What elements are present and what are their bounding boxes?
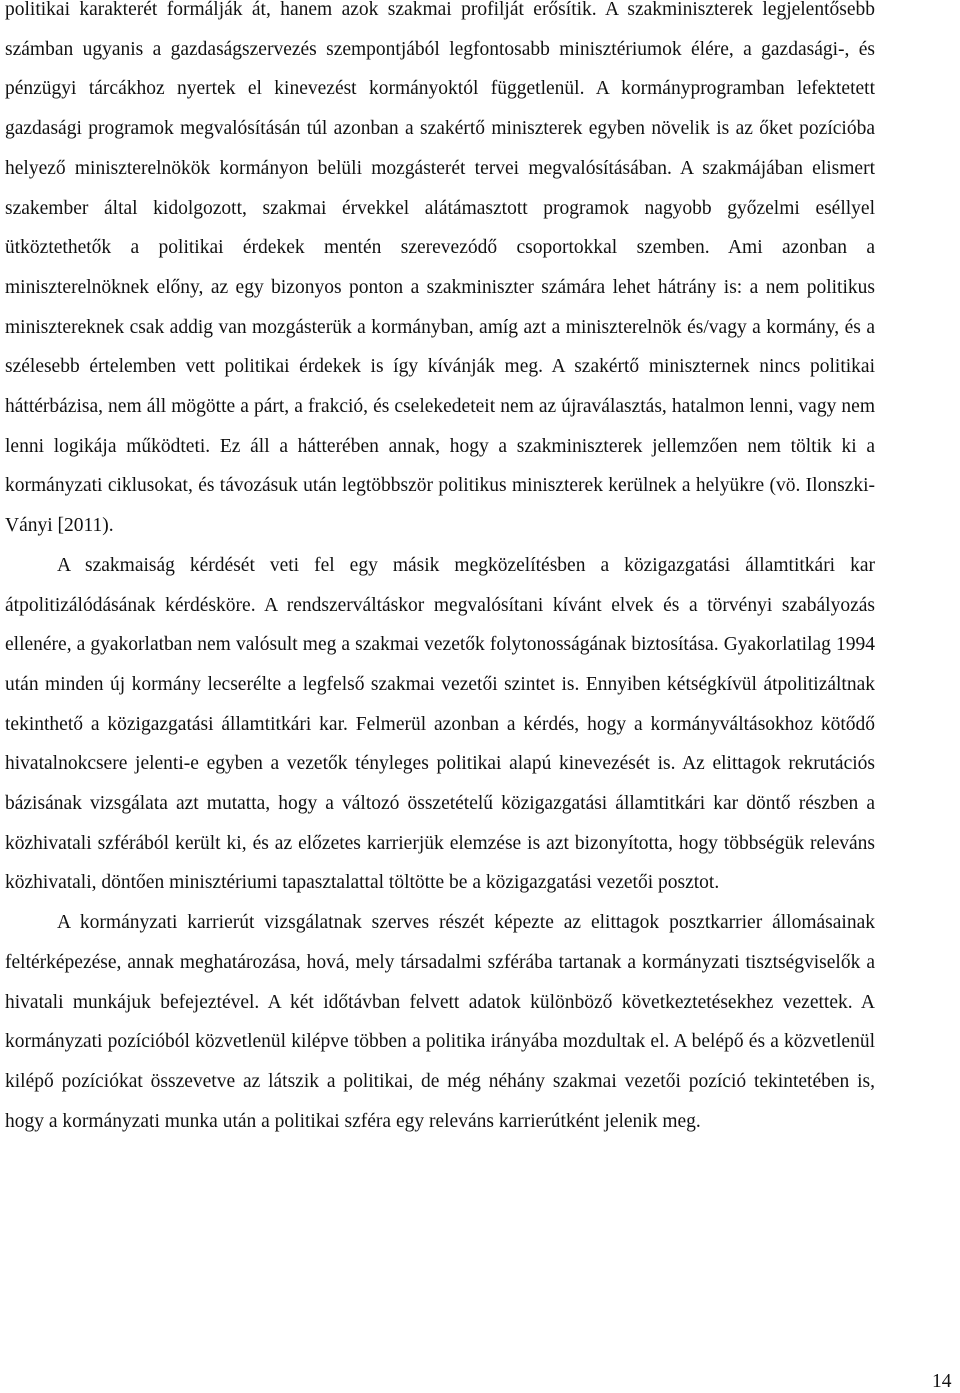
body-text xyxy=(5,0,875,1141)
page-number: 14 xyxy=(932,1371,952,1392)
paragraph-2: A szakmaiság kérdését veti fel egy másik megközelítésben a közigazgatási államtitkári kar átpolitizálódásának kérdésköre. A rendszerváltáskor megvalósítani kívánt elvek és a törvényi szabályozás ellenére, a gyakorlatban nem valósult meg a szakmai vezetők folytonosságának biztosítása. Gyakorlatilag 1994 után minden új kormány lecserélte a legfelső szakmai vezetői szintet is. Ennyiben kétségkívül átpolitizáltnak tekinthető a közigazgatási államtitkári kar. Felmerül azonban a kérdés, hogy a kormányváltásokhoz kötődő hivatalnokcsere jelenti-e egyben a vezetők tényleges politikai alapú kinevezését is. Az elittagok rekrutációs bázisának vizsgálata azt mutatta, hogy a változó összetételű közigazgatási államtitkári kar döntő részben a közhivatali szférából került ki, és az előzetes karrierjük elemzése is azt bizonyította, hogy többségük releváns közhivatali, döntően minisztériumi tapasztalattal töltötte be a közigazgatási vezetői posztot. xyxy=(5,554,875,894)
paragraph-1: politikai karakterét formálják át, hanem azok szakmai profilját erősítik. A szakminiszterek legjelentősebb számban ugyanis a gazdaságszervezés szempontjából legfontosabb minisztériumok élére, a gazdasági-, és pénzügyi tárcákhoz nyertek el kinevezést kormányoktól függetlenül. A kormányprogramban lefektetett gazdasági programok megvalósításán túl azonban a szakértő miniszterek egyben növelik is az őket pozícióba helyező miniszterelnökök kormányon belüli mozgásterét tervei megvalósításában. A szakmájában elismert szakember által kidolgozott, szakmai érvekkel alátámasztott programok nagyobb győzelmi eséllyel ütköztethetők a politikai érdekek mentén szerevezódő csoportokkal szemben. Ami azonban a miniszterelnöknek előny, az egy bizonyos ponton a szakminiszter számára lehet hátrány is: a nem politikus minisztereknek csak addig van mozgásterük a kormányban, amíg azt a miniszterelnök és/vagy a kormány, és a szélesebb értelemben vett politikai érdekek is így kívánják meg. A szakértő miniszternek nincs politikai háttérbázisa, nem áll mögötte a párt, a frakció, és cselekedeteit nem az újraválasztás, hatalmon lenni, vagy nem lenni logikája működteti. Ez áll a hátterében annak, hogy a szakminiszterek jellemzően nem töltik ki a kormányzati ciklusokat, és távozásuk után legtöbbször politikus miniszterek kerülnek a helyükre (vö. Ilonszki-Ványi [2011). xyxy=(5,0,875,537)
paragraph-3: A kormányzati karrierút vizsgálatnak szerves részét képezte az elittagok posztkarrier állomásainak feltérképezése, annak meghatározása, hová, mely társadalmi szférába tartanak a kormányzati tisztségviselők a hivatali munkájuk befejeztével. A két időtávban felvett adatok különböző következtetésekhez vezettek. A kormányzati pozícióból közvetlenül kilépve többen a politika irányába mozdultak el. A belépő és a közvetlenül kilépő pozíciókat összevetve az látszik a politikai, de még néhány szakmai vezetői pozíció tekintetében is, hogy a kormányzati munka után a politikai szféra egy releváns karrierútként jelenik meg. xyxy=(5,912,875,1132)
